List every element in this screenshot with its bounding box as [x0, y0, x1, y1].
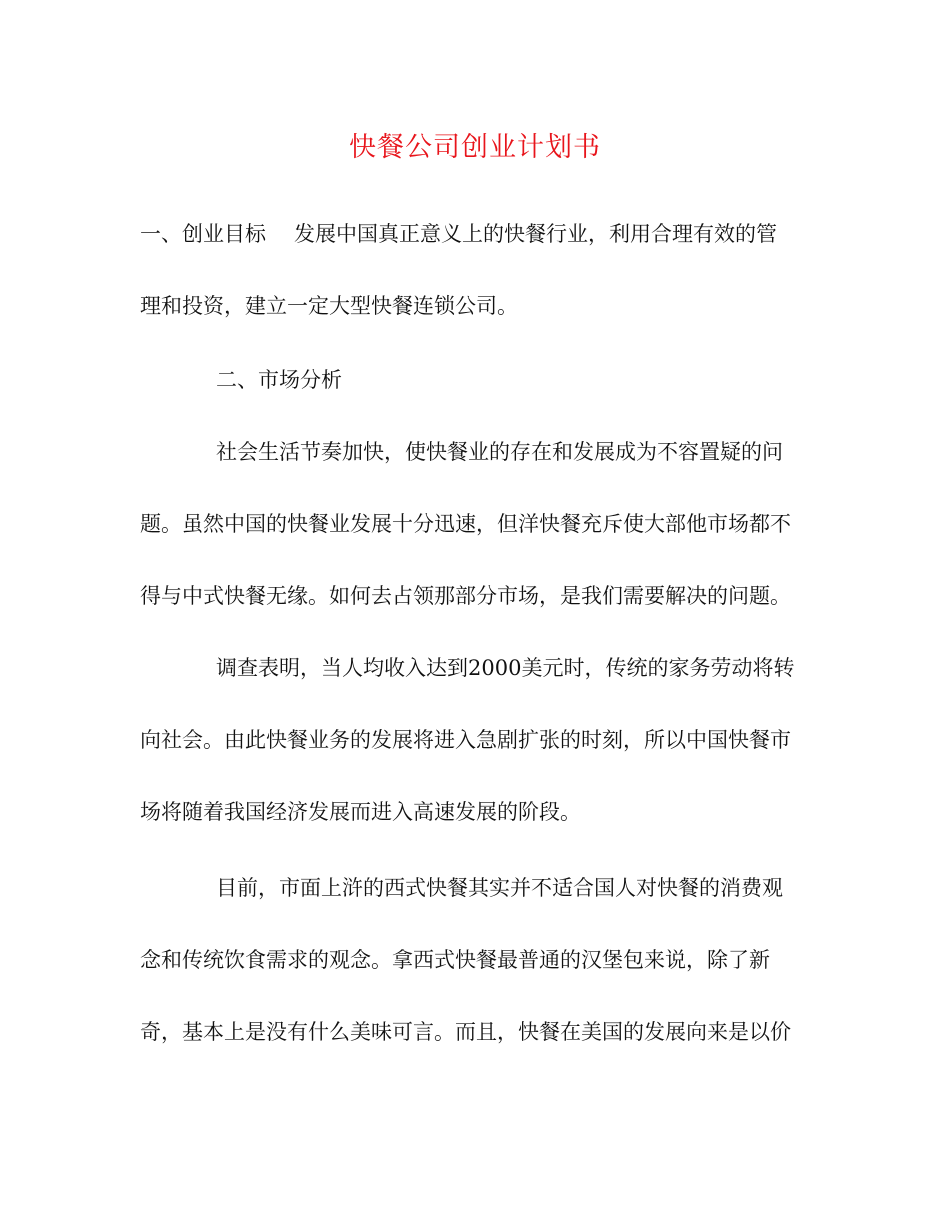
- document-title: 快餐公司创业计划书: [349, 132, 601, 163]
- goal-text: 发展中国真正意义上的快餐行业，利用合理有效的管: [294, 222, 777, 246]
- text-line-11: 念和传统饮食需求的观念。拿西式快餐最普通的汉堡包来说，除了新: [140, 948, 770, 972]
- text-line-6: 得与中式快餐无缘。如何去占领那部分市场，是我们需要解决的问题。: [140, 584, 791, 608]
- text-line-7: 调查表明，当人均收入达到2000美元时，传统的家务劳动将转: [216, 656, 795, 680]
- text-line-10: 目前，市面上浒的西式快餐其实并不适合国人对快餐的消费观: [216, 876, 783, 900]
- text-line-2: 理和投资，建立一定大型快餐连锁公司。: [140, 294, 518, 318]
- section-heading-goal: 一、创业目标: [140, 222, 266, 246]
- text-line-8: 向社会。由此快餐业务的发展将进入急剧扩张的时刻，所以中国快餐市: [140, 728, 791, 752]
- text-line-4: 社会生活节奏加快，使快餐业的存在和发展成为不容置疑的问: [216, 440, 783, 464]
- text-line-12: 奇，基本上是没有什么美味可言。而且，快餐在美国的发展向来是以价: [140, 1020, 791, 1044]
- section-heading-market: 二、市场分析: [216, 368, 342, 392]
- text-line-9: 场将随着我国经济发展而进入高速发展的阶段。: [140, 800, 581, 824]
- text-line-5: 题。虽然中国的快餐业发展十分迅速，但洋快餐充斥使大部他市场都不: [140, 512, 791, 536]
- text-line-1: [140, 218, 820, 250]
